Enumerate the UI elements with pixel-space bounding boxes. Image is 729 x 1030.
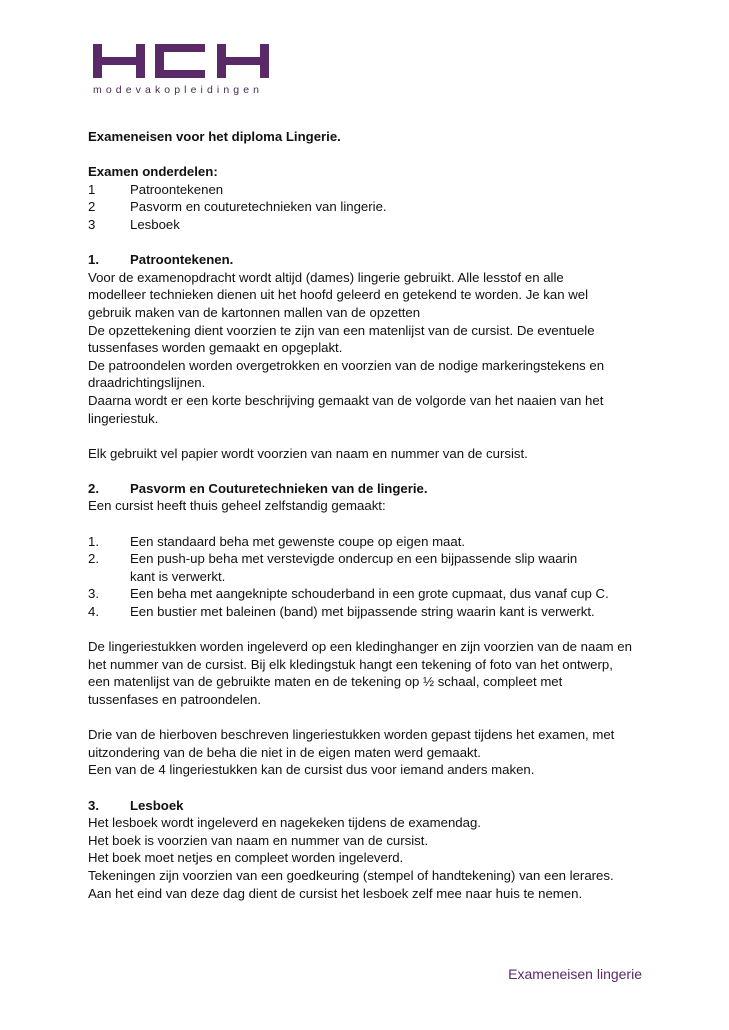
garment-text: Een bustier met baleinen (band) met bijpassende string waarin kant is verwerkt. xyxy=(130,604,595,620)
section3-line: Het boek moet netjes en compleet worden ingeleverd. xyxy=(88,850,404,866)
section3-heading xyxy=(88,797,648,815)
onderdeel-text: Lesboek xyxy=(130,216,180,232)
section1-line: lingeriestuk. xyxy=(88,410,159,426)
garment-text-line: kant is verwerkt. xyxy=(130,568,226,584)
section2-para2-line: Een van de 4 lingeriestukken kan de cursist dus voor iemand anders maken. xyxy=(88,762,535,778)
section3-line: Het lesboek wordt ingeleverd en nagekeken tijdens de examendag. xyxy=(88,815,481,831)
section1-line: Voor de examenopdracht wordt altijd (dames) lingerie gebruikt. Alle lesstof en alle xyxy=(88,269,564,285)
onderdeel-item xyxy=(88,181,648,199)
section2-heading xyxy=(88,480,648,498)
hch-logo-mark xyxy=(93,44,269,78)
onderdeel-text: Patroontekenen xyxy=(130,181,224,197)
onderdeel-number: 2 xyxy=(88,199,96,215)
section2-para1-line: een matenlijst van de gebruikte maten en de tekening op ½ schaal, compleet met xyxy=(88,674,563,690)
section2-intro: Een cursist heeft thuis geheel zelfstandig gemaakt: xyxy=(88,498,386,514)
section1-line: De opzettekening dient voorzien te zijn van een matenlijst van de cursist. De eventuele xyxy=(88,322,595,338)
onderdeel-number: 3 xyxy=(88,216,96,232)
garment-text: Een standaard beha met gewenste coupe op eigen maat. xyxy=(130,533,466,549)
document-title: Exameneisen voor het diploma Lingerie. xyxy=(88,129,341,144)
section1-line: Daarna wordt er een korte beschrijving gemaakt van de volgorde van het naaien van het xyxy=(88,392,604,408)
section1-number: 1. xyxy=(88,252,99,268)
section2-para2-line: uitzondering van de beha die niet in de eigen maten werd gemaakt. xyxy=(88,744,481,760)
onderdelen-heading: Examen onderdelen: xyxy=(88,164,218,180)
section1-line: De patroondelen worden overgetrokken en voorzien van de nodige markeringstekens en xyxy=(88,357,605,373)
section2-number: 2. xyxy=(88,480,99,496)
onderdeel-text: Pasvorm en couturetechnieken van lingerie. xyxy=(130,199,387,215)
section1-line: tussenfases worden gemaakt en opgeplakt. xyxy=(88,340,343,356)
section2-para1-line: De lingeriestukken worden ingeleverd op een kledinghanger en zijn voorzien van de naam en xyxy=(88,639,632,655)
section1-heading xyxy=(88,251,648,269)
garment-number: 3. xyxy=(88,586,99,602)
garment-list-item xyxy=(88,533,648,551)
logo-subtitle: modevakopleidingen xyxy=(93,84,264,96)
onderdeel-item xyxy=(88,216,648,234)
section3-number: 3. xyxy=(88,797,99,813)
section3-title: Lesboek xyxy=(130,797,184,813)
garment-text: Een beha met aangeknipte schouderband in een grote cupmaat, dus vanaf cup C. xyxy=(130,586,609,602)
garment-number: 4. xyxy=(88,604,99,620)
section1-line: gebruik maken van de kartonnen mallen van de opzetten xyxy=(88,304,421,320)
garment-list-item xyxy=(88,585,648,603)
brand-logo xyxy=(93,44,269,96)
document-body xyxy=(88,128,648,902)
section2-para1-line: tussenfases en patroondelen. xyxy=(88,692,262,707)
onderdeel-number: 1 xyxy=(88,181,96,197)
section1-line: modelleer technieken dienen uit het hoofd geleerd en getekend te worden. Je kan wel xyxy=(88,287,589,303)
onderdeel-item xyxy=(88,198,648,216)
page-footer: Exameneisen lingerie xyxy=(508,966,642,982)
garment-list-item xyxy=(88,603,648,621)
section2-title: Pasvorm en Couturetechnieken van de lingerie. xyxy=(130,480,428,496)
garment-number: 1. xyxy=(88,533,99,549)
garment-list-item xyxy=(88,550,648,585)
section2-para1-line: het nummer van de cursist. Bij elk kledingstuk hangt een tekening of foto van het ontwerp, xyxy=(88,656,613,672)
garment-text xyxy=(130,550,648,585)
section3-line: Aan het eind van deze dag dient de cursist het lesboek zelf mee naar huis te nemen. xyxy=(88,885,583,901)
section2-para2-line: Drie van de hierboven beschreven lingeriestukken worden gepast tijdens het examen, met xyxy=(88,727,615,743)
garment-text-line: Een push-up beha met verstevigde ondercup en een bijpassende slip waarin xyxy=(130,551,578,567)
section1-note: Elk gebruikt vel papier wordt voorzien van naam en nummer van de cursist. xyxy=(88,445,528,461)
section1-line: draadrichtingslijnen. xyxy=(88,375,206,391)
section1-title: Patroontekenen. xyxy=(130,252,234,268)
section3-line: Het boek is voorzien van naam en nummer van de cursist. xyxy=(88,832,429,848)
garment-number: 2. xyxy=(88,551,99,567)
section3-line: Tekeningen zijn voorzien van een goedkeuring (stempel of handtekening) van een lerares. xyxy=(88,867,614,883)
